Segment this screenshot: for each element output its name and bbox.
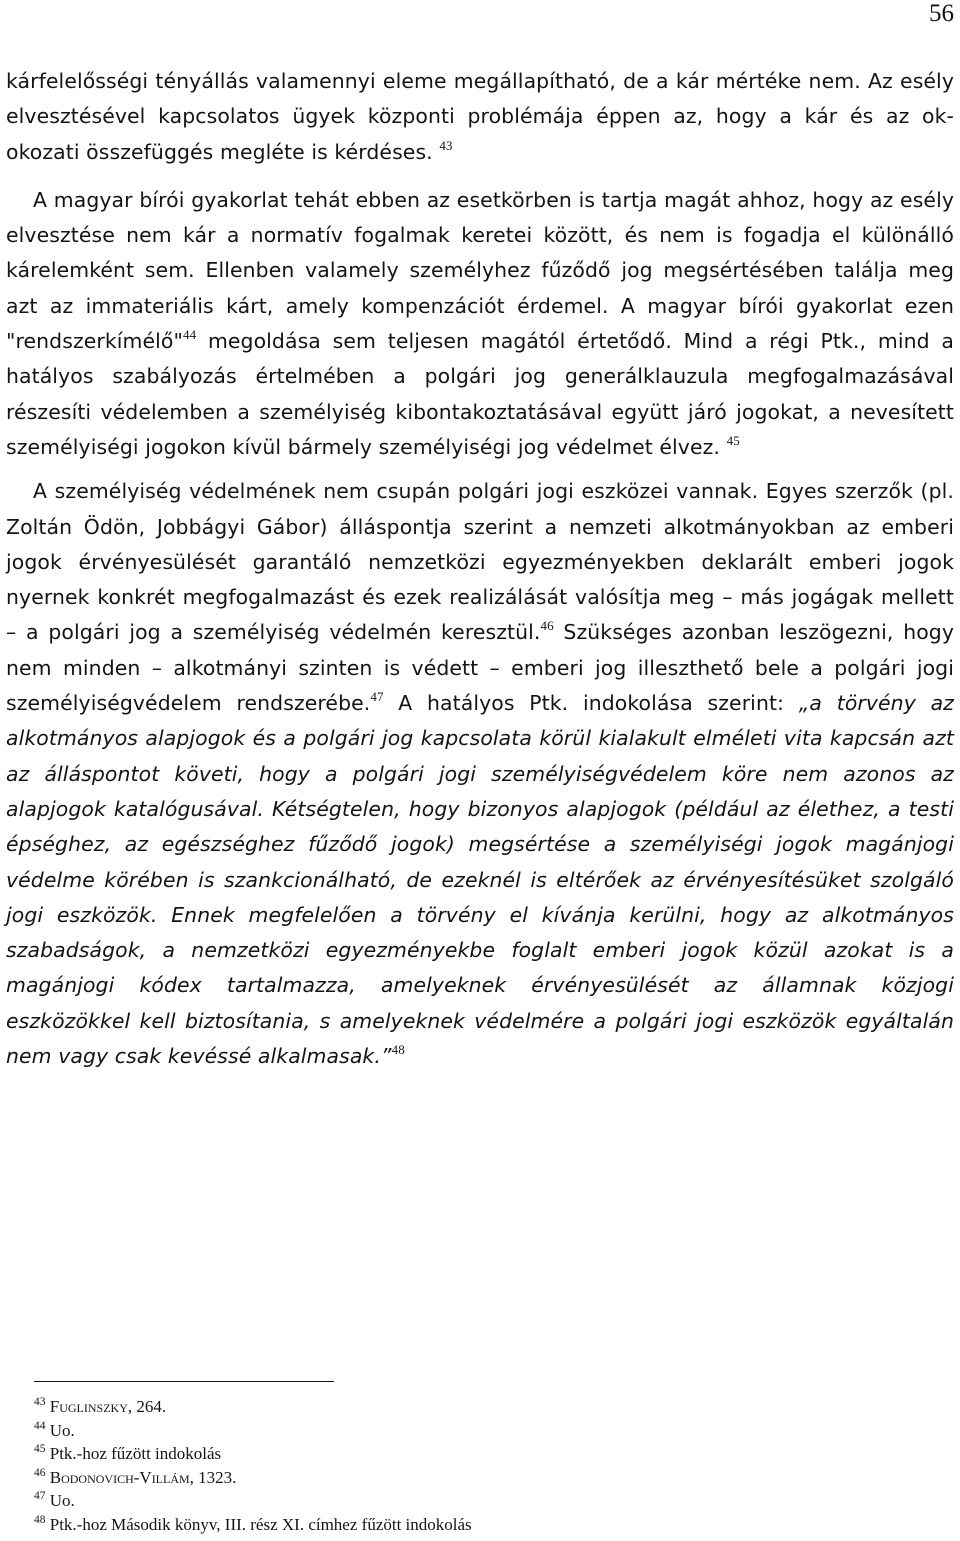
footnote-reference-46[interactable]: 46 [540,618,554,634]
indokolas-quote: „a törvény az alkotmányos alapjogok és a polgári jog kapcsolata körül kialakult elméleti vita kapcsán azt az álláspontot követi, hogy a polgári jogi személyiségvédelem köre nem azonos az alapjogok katalógusával. Kétségtelen, hogy bizonyos alapjogok (például az élethez, a testi épséghez, az egészséghez fűződő jogok) megsértése a személyiségi jogok magánjogi védelme körében is szankcionálható, de ezeknél is eltérőek az érvényesítésüket szolgáló jogi eszközök. Ennek megfelelően a törvény el kívánja kerülni, hogy az alkotmányos szabadságok, a nemzetközi egyezményekbe foglalt emberi jogok közül azokat is a magánjogi kódex tartalmazza, amelyeknek érvényesülését az államnak közjogi eszközökkel kell biztosítania, s amelyeknek védelmére a polgári jogi eszközök egyáltalán nem vagy csak kevéssé alkalmasak.” [6,691,954,1069]
footnote-45 [34,1442,914,1466]
footnote-46 [34,1466,914,1490]
footnote-text: Bodonovich-Villám, 1323. [49,1467,237,1487]
main-body-text [6,64,954,1074]
paragraph-2-text-b: megoldása sem teljesen magától értetődő. Mind a régi Ptk., mind a hatályos szabályozás értelmében a polgári jog generálklauzula megfogalmazásával részesíti védelemben a személyiség kibontakoztatásával együtt járó jogokat, a nevesített személyiségi jogokon kívül bármely személyiségi jog védelmet élvez. [6,329,954,459]
footnote-reference-45[interactable]: 45 [726,432,740,448]
footnote-number: 43 [34,1396,46,1409]
paragraph-3-text-c: A hatályos Ptk. indokolása szerint: [383,691,799,716]
footnote-reference-43[interactable]: 43 [439,137,453,153]
paragraph-2-text-a: A magyar bírói gyakorlat tehát ebben az esetkörben is tartja magát ahhoz, hogy az esély elvesztése nem kár a normatív fogalmak keretei között, és nem is fogadja el különálló kárelemként sem. Ellenben valamely személyhez fűződő jog megsértésében találja meg azt az immateriális kárt, amely kompenzációt érdemel. A magyar bírói gyakorlat ezen "rendszerkímélő" [6,187,954,354]
footnote-text: Ptk.-hoz fűzött indokolás [49,1444,222,1464]
footnotes-section [34,1395,914,1537]
footnote-text: Fuglinszky, 264. [49,1397,167,1416]
footnote-text: Uo. [49,1491,75,1511]
footnote-43 [34,1395,914,1419]
footnote-number: 46 [34,1466,46,1479]
footnote-reference-47[interactable]: 47 [370,688,384,704]
footnote-separator [34,1381,334,1382]
page-number: 56 [929,0,954,27]
paragraph-3-text-b: Szükséges azonban leszögezni, hogy nem minden – alkotmányi szinten is védett – emberi jog illeszthető bele a polgári jogi személyiségvédelem rendszerébe. [6,620,954,716]
paragraph-1-text: kárfelelősségi tényállás valamennyi eleme megállapítható, de a kár mértéke nem. Az esély elvesztésével kapcsolatos ügyek központi problémája éppen az, hogy a kár és az ok-okozati összefüggés megléte is kérdéses. [6,69,954,164]
footnote-47 [34,1489,914,1513]
paragraph-2 [6,183,954,465]
footnote-number: 47 [34,1490,46,1503]
paragraph-3-text-a: A személyiség védelmének nem csupán polgári jogi eszközei vannak. Egyes szerzők (pl. Zoltán Ödön, Jobbágyi Gábor) álláspontja szerint a nemzeti alkotmányokban az emberi jogok érvényesülését garantáló nemzetközi egyezményekben deklarált emberi jogok nyernek konkrét megfogalmazást és ezek realizálását valósítja meg – más jogágak mellett – a polgári jog a személyiség védelmén keresztül. [6,479,954,645]
footnote-reference-44[interactable]: 44 [182,326,197,342]
footnote-number: 44 [34,1419,46,1432]
footnote-number: 45 [34,1443,46,1456]
footnote-text: Uo. [49,1420,75,1440]
footnote-number: 48 [34,1514,46,1527]
footnote-text: Ptk.-hoz Második könyv, III. rész XI. címhez fűzött indokolás [49,1514,472,1534]
footnote-48 [34,1513,914,1537]
footnote-44 [34,1419,914,1443]
paragraph-3 [6,474,954,1074]
paragraph-1 [6,64,954,170]
footnote-reference-48[interactable]: 48 [391,1041,405,1057]
